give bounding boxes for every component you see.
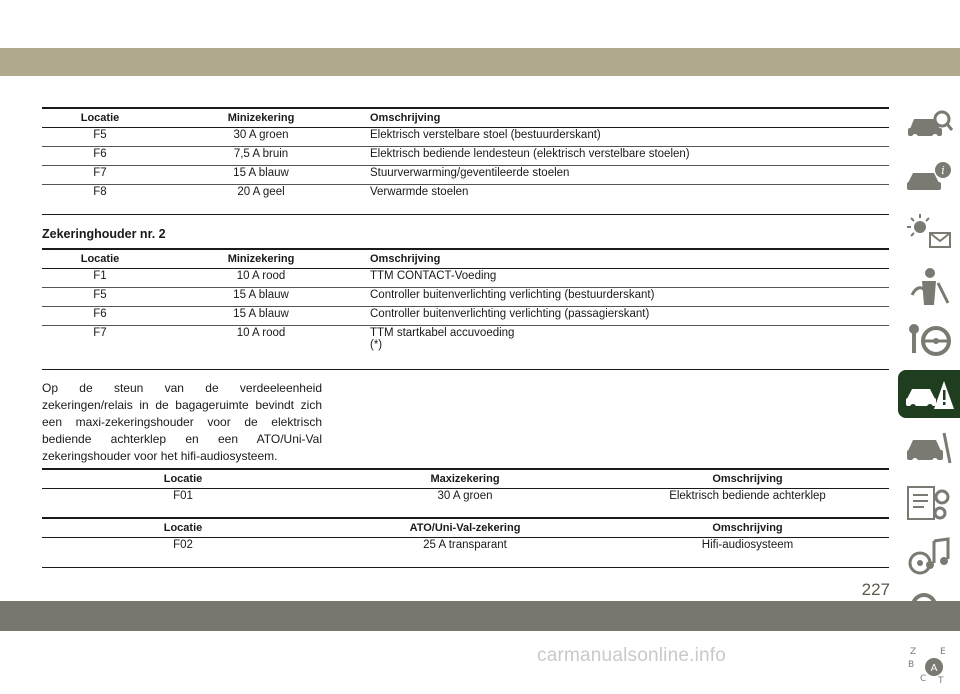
- tab-car-service[interactable]: [898, 424, 960, 472]
- cell-locatie: F6: [42, 146, 158, 165]
- steering-key-icon: [904, 319, 954, 361]
- dashboard-lights-icon: [904, 211, 954, 253]
- cell-locatie: F6: [42, 306, 158, 325]
- tab-steering-key[interactable]: [898, 316, 960, 364]
- breakdown-warning-icon: [904, 373, 954, 415]
- cell-omschrijving: [364, 325, 889, 369]
- index-alphabet-icon: [904, 643, 954, 685]
- cell-locatie: F02: [42, 537, 324, 567]
- body-paragraph: Op de steun van de verdeeleenheid zekeringen/relais in de bagageruimte bevindt zich een maxi-zekeringshouder voor de elektrisch bediende achterklep en een ATO/Uni-Val zekeringshouder voor het hifi-audiosysteem.: [42, 381, 322, 463]
- tab-multimedia[interactable]: [898, 532, 960, 580]
- col-header-omschrijving: Omschrijving: [364, 108, 889, 127]
- fuse-table-3: [42, 468, 889, 568]
- car-service-icon: [904, 427, 954, 469]
- col-header-omschrijving: Omschrijving: [606, 518, 889, 537]
- svg-text:B: B: [908, 660, 915, 670]
- multimedia-icon: [904, 535, 954, 577]
- airbag-safety-icon: [904, 265, 954, 307]
- table-row: [42, 488, 889, 518]
- svg-text:T: T: [938, 676, 944, 686]
- tab-airbag-safety[interactable]: [898, 262, 960, 310]
- cell-minizekering: 15 A blauw: [158, 287, 364, 306]
- specifications-gear-icon: [904, 481, 954, 523]
- cell-omschrijving: Stuurverwarming/geventileerde stoelen: [364, 165, 889, 184]
- table-header-row: [42, 249, 889, 268]
- col-header-minizekering: Minizekering: [158, 108, 364, 127]
- svg-text:E: E: [940, 647, 946, 657]
- tab-car-info[interactable]: [898, 154, 960, 202]
- col-header-locatie: Locatie: [42, 249, 158, 268]
- tab-specifications[interactable]: [898, 478, 960, 526]
- top-band: [0, 48, 960, 76]
- fuse-table-1: [42, 107, 889, 215]
- svg-text:i: i: [941, 164, 945, 177]
- cell-minizekering: 30 A groen: [158, 127, 364, 146]
- cell-minizekering: 20 A geel: [158, 184, 364, 214]
- cell-omschrijving: Controller buitenverlichting verlichting (passagierskant): [364, 306, 889, 325]
- table-header-row: [42, 469, 889, 488]
- col-header-locatie: Locatie: [42, 108, 158, 127]
- svg-text:Z: Z: [910, 647, 917, 657]
- bottom-band: [0, 601, 960, 631]
- watermark: carmanualsonline.info: [537, 645, 727, 666]
- table-row: [42, 146, 889, 165]
- cell-omschrijving: Elektrisch bediende lendesteun (elektrisch verstelbare stoelen): [364, 146, 889, 165]
- cell-locatie: F01: [42, 488, 324, 518]
- cell-omschrijving: Hifi-audiosysteem: [606, 537, 889, 567]
- cell-omschrijving: TTM CONTACT-Voeding: [364, 268, 889, 287]
- cell-locatie: F7: [42, 165, 158, 184]
- cell-ato-zekering: 25 A transparant: [324, 537, 606, 567]
- cell-minizekering: 15 A blauw: [158, 306, 364, 325]
- cell-footnote-marker: (*): [370, 338, 383, 351]
- table-row: [42, 306, 889, 325]
- car-search-icon: [904, 103, 954, 145]
- tab-index[interactable]: [898, 640, 960, 688]
- fuse-table-2: [42, 248, 889, 370]
- cell-locatie: F5: [42, 127, 158, 146]
- cell-maxizekering: 30 A groen: [324, 488, 606, 518]
- section-heading: Zekeringhouder nr. 2: [42, 227, 166, 241]
- cell-minizekering: 15 A blauw: [158, 165, 364, 184]
- tab-car-search[interactable]: [898, 100, 960, 148]
- col-header-omschrijving: Omschrijving: [364, 249, 889, 268]
- col-header-ato-zekering: ATO/Uni-Val-zekering: [324, 518, 606, 537]
- svg-text:A: A: [930, 663, 938, 674]
- cell-omschrijving: Controller buitenverlichting verlichting (bestuurderskant): [364, 287, 889, 306]
- page-number: 227: [861, 580, 890, 599]
- col-header-minizekering: Minizekering: [158, 249, 364, 268]
- cell-omschrijving: Verwarmde stoelen: [364, 184, 889, 214]
- cell-locatie: F1: [42, 268, 158, 287]
- tab-breakdown-warning[interactable]: [898, 370, 960, 418]
- cell-omschrijving-text: TTM startkabel accuvoeding: [370, 326, 515, 339]
- table-header-row: [42, 518, 889, 537]
- table-row: [42, 287, 889, 306]
- col-header-locatie: Locatie: [42, 518, 324, 537]
- col-header-locatie: Locatie: [42, 469, 324, 488]
- table-header-row: [42, 108, 889, 127]
- svg-text:C: C: [920, 674, 927, 684]
- table-row: [42, 184, 889, 214]
- cell-locatie: F5: [42, 287, 158, 306]
- car-info-icon: [904, 157, 954, 199]
- table-row: [42, 537, 889, 567]
- cell-minizekering: 7,5 A bruin: [158, 146, 364, 165]
- cell-locatie: F7: [42, 325, 158, 369]
- tab-dashboard-lights[interactable]: [898, 208, 960, 256]
- col-header-omschrijving: Omschrijving: [606, 469, 889, 488]
- cell-omschrijving: Elektrisch verstelbare stoel (bestuurderskant): [364, 127, 889, 146]
- cell-locatie: F8: [42, 184, 158, 214]
- col-header-maxizekering: Maxizekering: [324, 469, 606, 488]
- cell-minizekering: 10 A rood: [158, 325, 364, 369]
- table-row: [42, 268, 889, 287]
- cell-omschrijving: Elektrisch bediende achterklep: [606, 488, 889, 518]
- table-row: [42, 127, 889, 146]
- cell-minizekering: 10 A rood: [158, 268, 364, 287]
- table-row: [42, 165, 889, 184]
- table-row: [42, 325, 889, 369]
